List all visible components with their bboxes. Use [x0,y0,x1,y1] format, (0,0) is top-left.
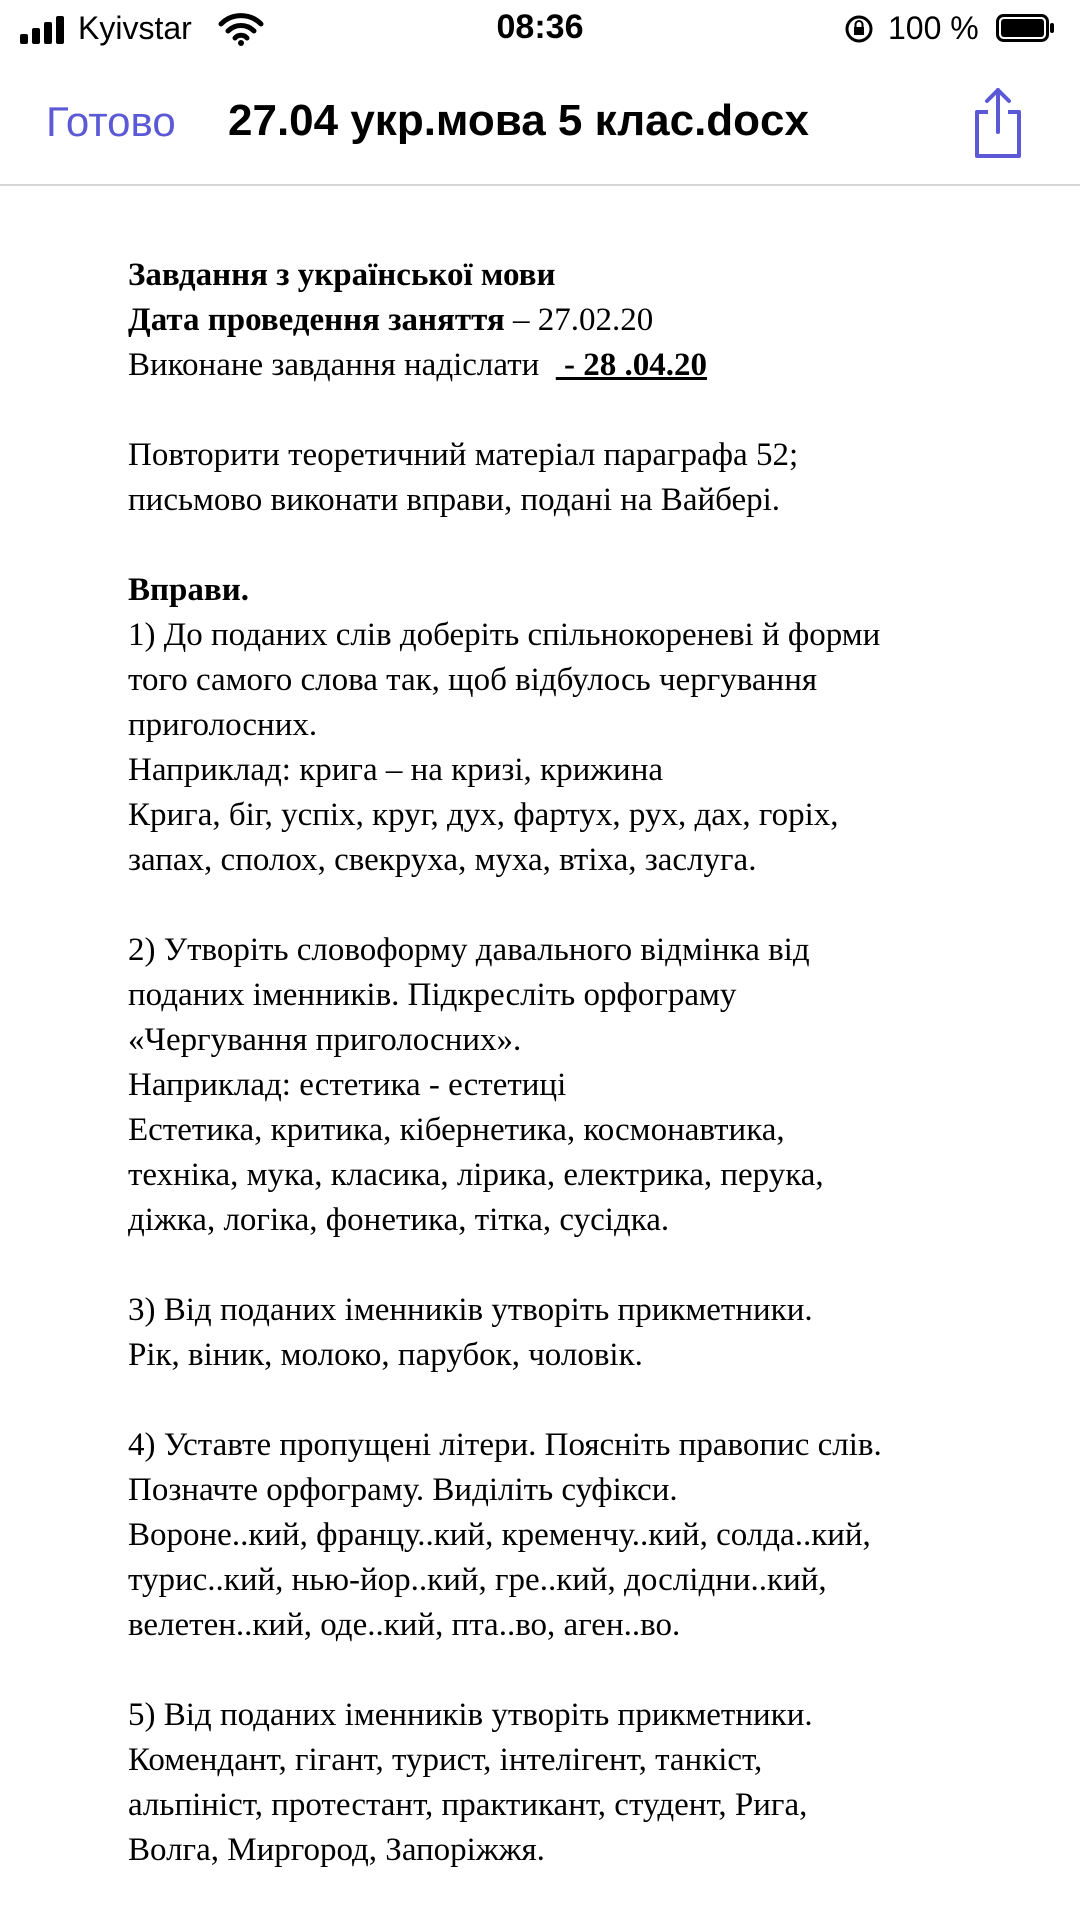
exercise-line: Наприклад: крига – на кризі, крижина [128,752,664,788]
exercise-line: 2) Утворіть словоформу давального відмінка від [128,932,810,968]
exercises-list [128,613,1008,1873]
exercise-line: Вороне..кий, францу..кий, кременчу..кий, солда..кий, [128,1517,871,1553]
deadline-value: - 28 .04.20 [555,347,708,383]
exercise-line: турис..кий, нью-йор..кий, гре..кий, дослідни..кий, [128,1562,827,1598]
intro-line: письмово виконати вправи, подані на Вайбері. [128,482,781,518]
battery-icon [996,14,1056,42]
exercise-line: альпініст, протестант, практикант, студент, Рига, [128,1787,808,1823]
exercise-3 [128,1288,1008,1378]
exercise-line: Наприклад: естетика - естетиці [128,1067,567,1103]
battery-percent: 100 % [888,10,979,46]
exercise-1 [128,613,1008,883]
exercise-line: 4) Уставте пропущені літери. Поясніть правопис слів. [128,1427,882,1463]
exercise-line: 5) Від поданих іменників утворіть прикметники. [128,1697,813,1733]
exercise-line: того самого слова так, щоб відбулось чергування [128,662,818,698]
exercise-line: Волга, Миргород, Запоріжжя. [128,1832,545,1868]
exercise-4 [128,1423,1008,1648]
exercise-line: Рік, віник, молоко, парубок, чоловік. [128,1337,643,1373]
exercise-line: 1) До поданих слів доберіть спільнокореневі й форми [128,617,881,653]
document-body [128,253,1008,1873]
exercise-line: приголосних. [128,707,318,743]
lesson-date-label: Дата проведення заняття [128,302,505,338]
exercise-line: Комендант, гігант, турист, інтелігент, танкіст, [128,1742,763,1778]
exercise-line: 3) Від поданих іменників утворіть прикметники. [128,1292,813,1328]
exercise-line: поданих іменників. Підкресліть орфограму [128,977,737,1013]
done-button[interactable]: Готово [46,98,176,145]
exercise-line: техніка, мука, класика, лірика, електрика, перука, [128,1157,824,1193]
orientation-lock-icon [844,14,874,44]
lesson-date-value: – 27.02.20 [504,302,654,338]
deadline-line [128,343,1008,388]
exercise-line: Крига, біг, успіх, круг, дух, фартух, рух, дах, горіх, [128,797,839,833]
exercise-line: велетен..кий, оде..кий, пта..во, аген..во. [128,1607,681,1643]
carrier-name: Kyivstar [78,10,192,46]
status-time: 08:36 [496,8,584,46]
deadline-label: Виконане завдання надіслати [128,347,556,383]
exercise-2 [128,928,1008,1243]
share-icon[interactable] [968,84,1028,160]
doc-heading: Завдання з української мови [128,257,556,293]
status-bar [0,0,1080,60]
exercise-5 [128,1693,1008,1873]
document-title: 27.04 укр.мова 5 клас.docx [228,96,810,145]
exercises-heading: Вправи. [128,572,249,608]
nav-bar [0,60,1080,186]
exercise-line: запах, сполох, свекруха, муха, втіха, заслуга. [128,842,757,878]
exercise-line: діжка, логіка, фонетика, тітка, сусідка. [128,1202,670,1238]
intro-line: Повторити теоретичний матеріал параграфа 52; [128,437,799,473]
exercise-line: Позначте орфограму. Виділіть суфікси. [128,1472,678,1508]
lesson-date-line [128,298,1008,343]
exercise-line: Естетика, критика, кібернетика, космонавтика, [128,1112,785,1148]
exercise-line: «Чергування приголосних». [128,1022,522,1058]
